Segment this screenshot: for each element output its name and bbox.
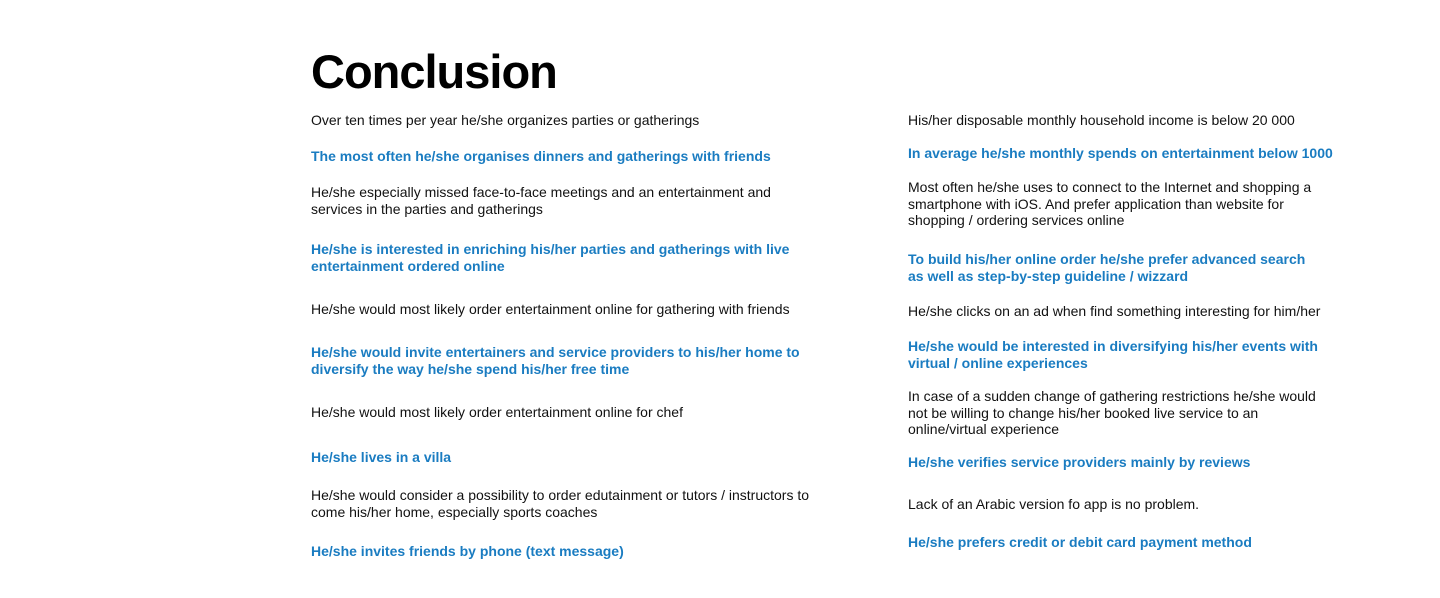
left-statement-6: He/she would invite entertainers and service providers to his/her home to diversify the way he/she spend his/her free time [311, 344, 800, 377]
right-statement-4: To build his/her online order he/she prefer advanced search as well as step-by-step guideline / wizzard [908, 251, 1306, 284]
left-statement-7: He/she would most likely order entertainment online for chef [311, 404, 683, 420]
left-statement-3: He/she especially missed face-to-face meetings and an entertainment and services in the parties and gatherings [311, 184, 771, 217]
right-statement-1: His/her disposable monthly household income is below 20 000 [908, 112, 1295, 128]
right-statement-8: He/she verifies service providers mainly by reviews [908, 454, 1251, 470]
left-statement-8: He/she lives in a villa [311, 449, 452, 465]
left-statement-5: He/she would most likely order entertainment online for gathering with friends [311, 301, 790, 317]
left-statement-2: The most often he/she organises dinners and gatherings with friends [311, 148, 771, 164]
right-statement-5: He/she clicks on an ad when find something interesting for him/her [908, 303, 1321, 319]
right-statement-3: Most often he/she uses to connect to the Internet and shopping a smartphone with iOS. And prefer application than website for shopping / ordering services online [908, 179, 1312, 228]
right-statement-7: In case of a sudden change of gathering restrictions he/she would not be willing to change his/her booked live service to an online/virtual experience [908, 388, 1316, 437]
left-statement-4: He/she is interested in enriching his/her parties and gatherings with live entertainment ordered online [311, 241, 790, 274]
right-statement-6: He/she would be interested in diversifying his/her events with virtual / online experiences [908, 338, 1318, 371]
right-statement-9: Lack of an Arabic version fo app is no problem. [908, 496, 1200, 512]
right-statement-10: He/she prefers credit or debit card payment method [908, 534, 1252, 550]
left-statement-9: He/she would consider a possibility to order edutainment or tutors / instructors to come his/her home, especially sports coaches [311, 487, 810, 520]
left-statement-1: Over ten times per year he/she organizes parties or gatherings [311, 112, 700, 128]
page-title: Conclusion [311, 45, 557, 98]
right-statement-2: In average he/she monthly spends on entertainment below 1000 [908, 145, 1333, 161]
left-statement-10: He/she invites friends by phone (text message) [311, 543, 624, 559]
